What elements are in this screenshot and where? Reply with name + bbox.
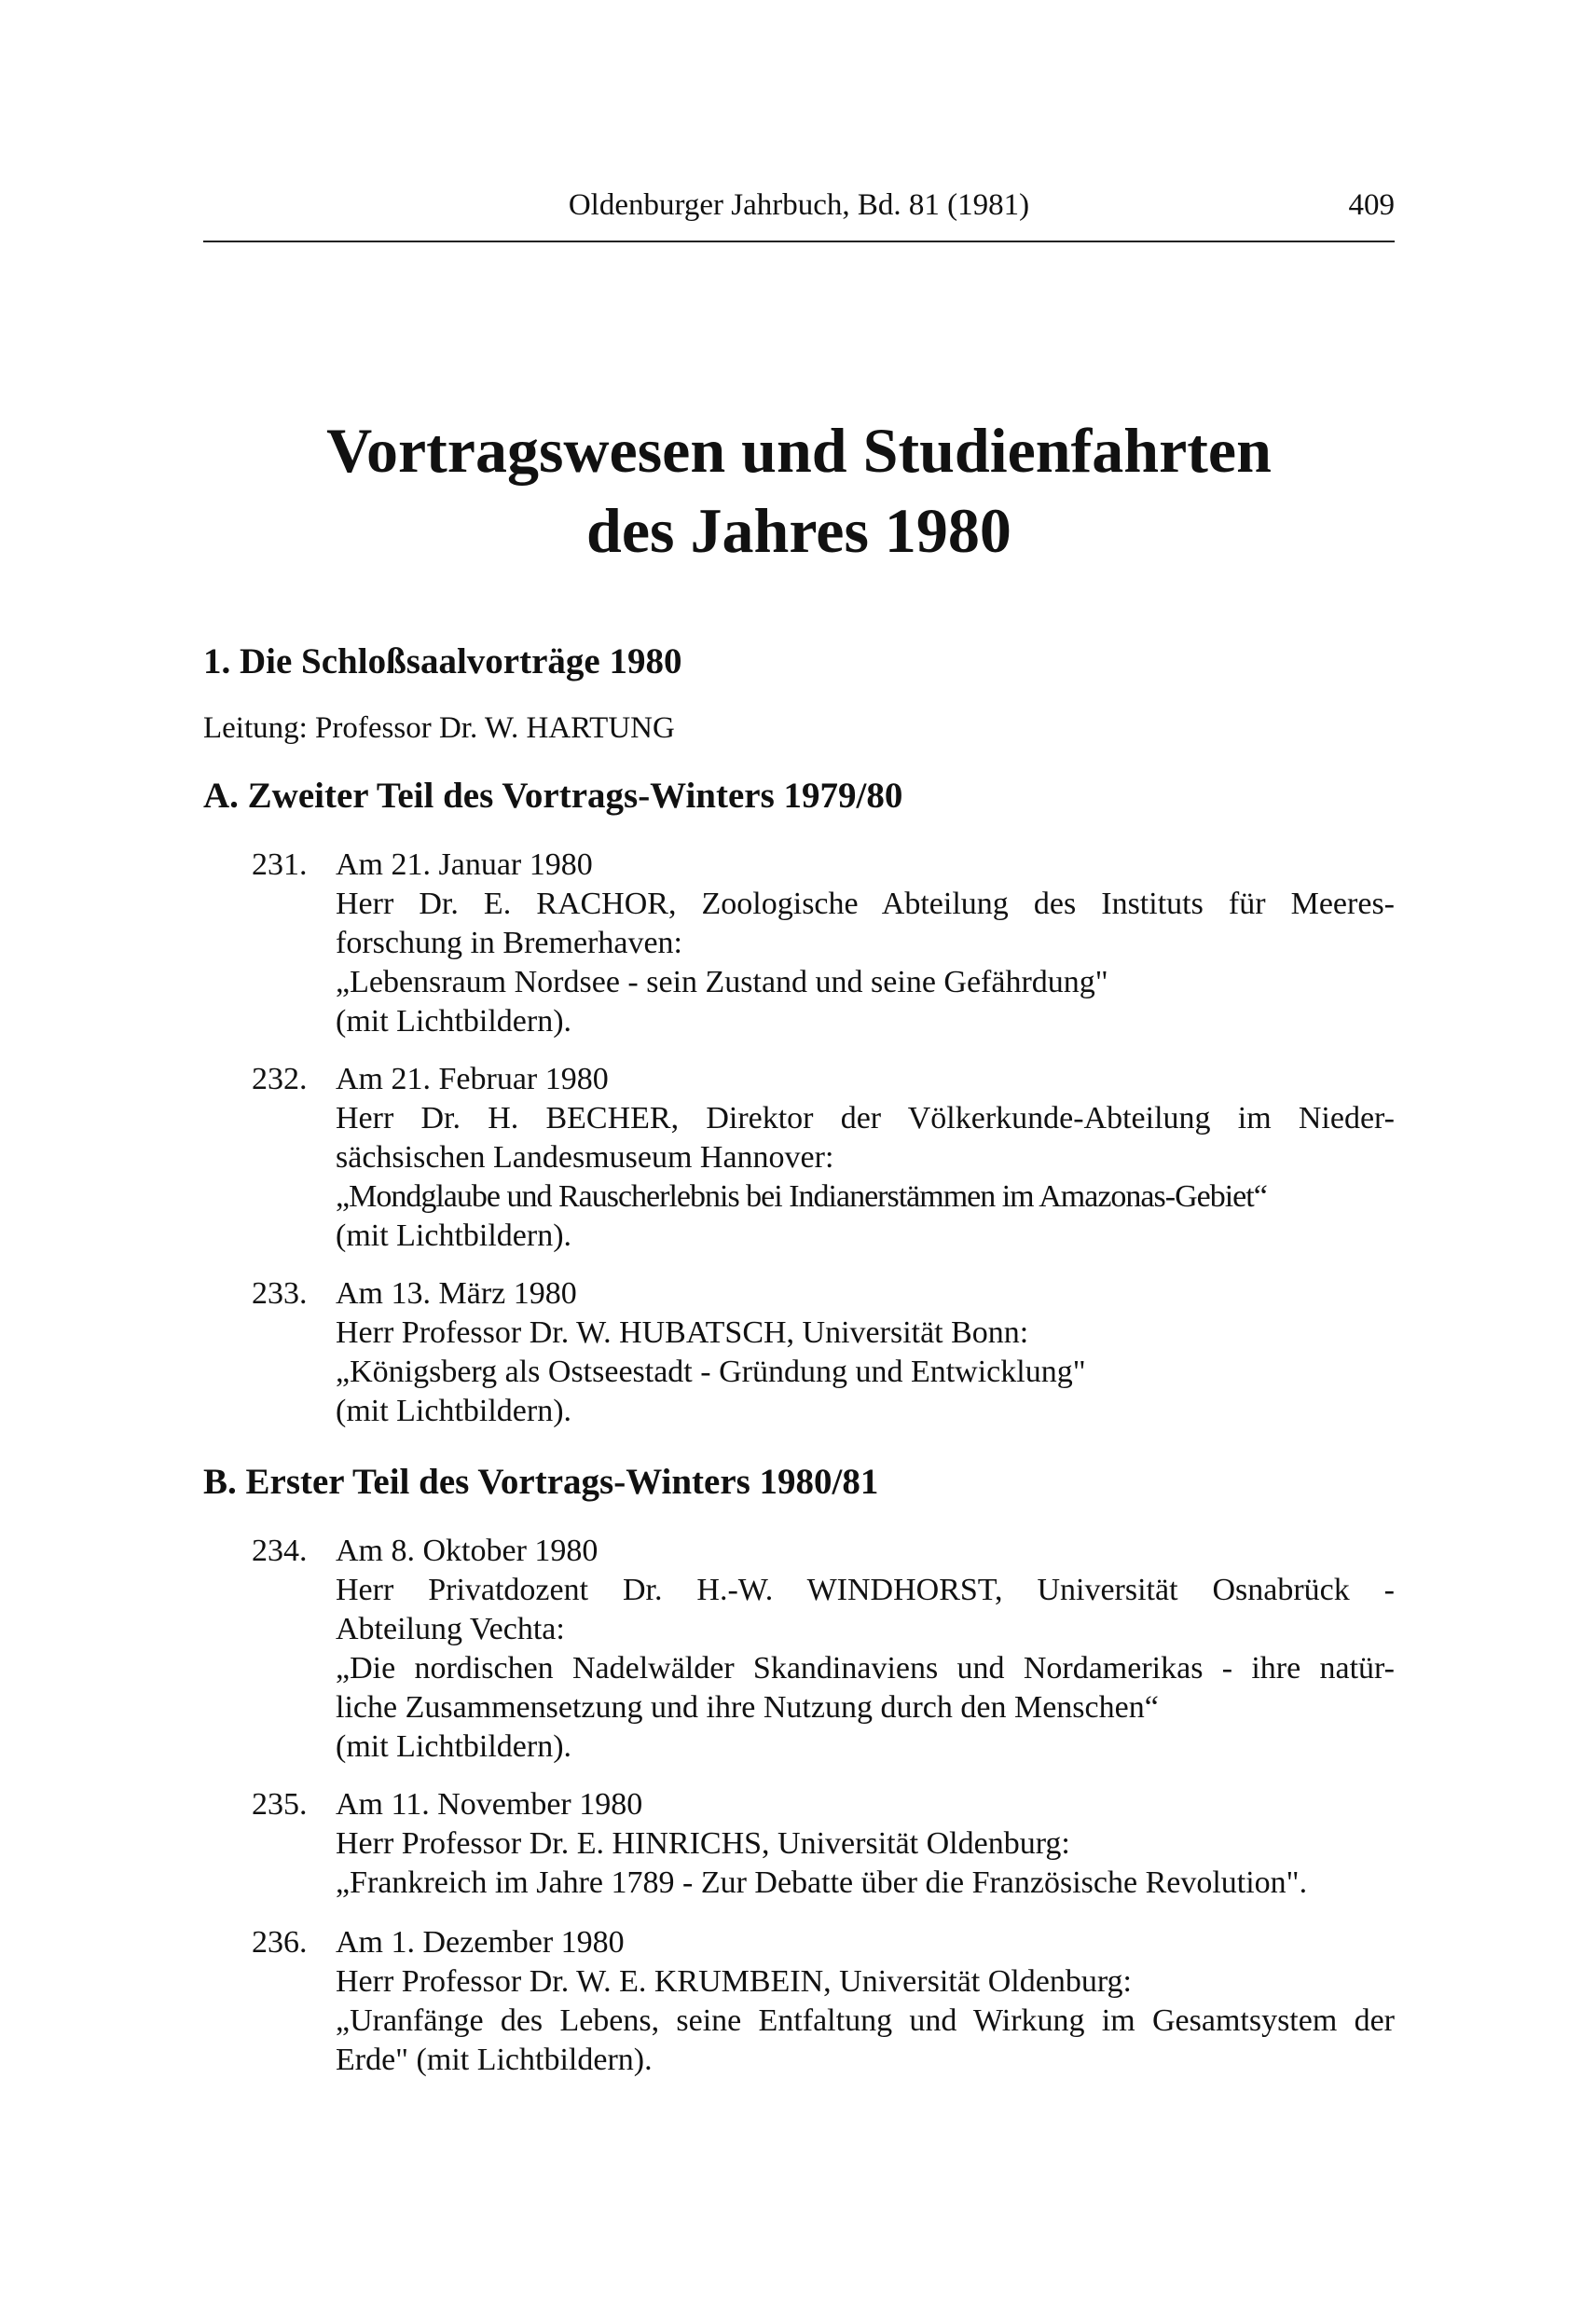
entry-number: 236. bbox=[252, 1925, 308, 1960]
entry-speaker: Herr Professor Dr. E. HINRICHS, Universität Oldenburg: bbox=[336, 1826, 1070, 1861]
journal-title: Oldenburger Jahrbuch, Bd. 81 (1981) bbox=[568, 188, 1030, 222]
entry-text bbox=[336, 1274, 1395, 1431]
entry-date: Am 21. Januar 1980 bbox=[336, 847, 593, 882]
entry-number: 233. bbox=[252, 1276, 308, 1311]
entry-text bbox=[336, 1923, 1395, 2080]
entry-topic: „Frankreich im Jahre 1789 - Zur Debatte über die Französische Revolution". bbox=[336, 1865, 1308, 1900]
page-number: 409 bbox=[1348, 188, 1395, 222]
entry-topic: „Mondglaube und Rauscherlebnis bei Indianerstämmen im Amazonas-Gebiet“ bbox=[336, 1179, 1267, 1214]
running-header bbox=[203, 183, 1395, 242]
section-heading: 1. Die Schloßsaalvorträge 1980 bbox=[203, 641, 682, 681]
entry-topic-cont: liche Zusammensetzung und ihre Nutzung durch den Menschen“ bbox=[336, 1690, 1159, 1725]
part-b-heading: B. Erster Teil des Vortrags-Winters 1980/81 bbox=[203, 1462, 879, 1502]
entry-speaker: Herr Professor Dr. W. HUBATSCH, Universität Bonn: bbox=[336, 1315, 1029, 1350]
entry-note: (mit Lichtbildern). bbox=[336, 1729, 572, 1764]
entry-speaker: Herr Dr. E. RACHOR, Zoologische Abteilung des Instituts für Meeres- bbox=[336, 887, 1395, 921]
entry-text bbox=[336, 1060, 1395, 1256]
entry-date: Am 21. Februar 1980 bbox=[336, 1062, 609, 1096]
entry-speaker: Herr Professor Dr. W. E. KRUMBEIN, Universität Oldenburg: bbox=[336, 1964, 1133, 1999]
entry-date: Am 8. Oktober 1980 bbox=[336, 1534, 598, 1568]
entry-topic: „Die nordischen Nadelwälder Skandinaviens und Nordamerikas - ihre natür- bbox=[336, 1651, 1395, 1686]
entry-number: 235. bbox=[252, 1787, 308, 1822]
entry-topic-cont: Erde" (mit Lichtbildern). bbox=[336, 2043, 653, 2077]
lecture-entry-234 bbox=[252, 1532, 1395, 1767]
entry-text bbox=[336, 1785, 1395, 1903]
entry-number: 232. bbox=[252, 1062, 308, 1096]
lecture-entry-236 bbox=[252, 1923, 1395, 2080]
entry-speaker-cont: Abteilung Vechta: bbox=[336, 1612, 565, 1646]
entry-note: (mit Lichtbildern). bbox=[336, 1004, 572, 1039]
entry-speaker-cont: sächsischen Landesmuseum Hannover: bbox=[336, 1140, 834, 1175]
page-title-line-1: Vortragswesen und Studienfahrten bbox=[326, 415, 1272, 486]
entry-number: 231. bbox=[252, 847, 308, 882]
entry-note: (mit Lichtbildern). bbox=[336, 1394, 572, 1428]
section-leader: Leitung: Professor Dr. W. HARTUNG bbox=[203, 711, 675, 745]
entry-text bbox=[336, 1532, 1395, 1767]
lecture-entry-235 bbox=[252, 1785, 1395, 1903]
lecture-entry-231 bbox=[252, 846, 1395, 1041]
entry-number: 234. bbox=[252, 1534, 308, 1568]
entry-date: Am 11. November 1980 bbox=[336, 1787, 643, 1822]
part-a-heading: A. Zweiter Teil des Vortrags-Winters 1979/80 bbox=[203, 776, 903, 816]
lecture-entry-233 bbox=[252, 1274, 1395, 1431]
page-title bbox=[203, 410, 1395, 571]
entry-topic: „Lebensraum Nordsee - sein Zustand und seine Gefährdung" bbox=[336, 965, 1108, 999]
entry-date: Am 1. Dezember 1980 bbox=[336, 1925, 625, 1960]
entry-date: Am 13. März 1980 bbox=[336, 1276, 577, 1311]
lecture-entry-232 bbox=[252, 1060, 1395, 1256]
entry-topic: „Königsberg als Ostseestadt - Gründung und Entwicklung" bbox=[336, 1355, 1086, 1389]
page-title-line-2: des Jahres 1980 bbox=[586, 495, 1011, 566]
entry-speaker: Herr Privatdozent Dr. H.-W. WINDHORST, Universität Osnabrück - bbox=[336, 1573, 1395, 1607]
entry-speaker: Herr Dr. H. BECHER, Direktor der Völkerkunde-Abteilung im Nieder- bbox=[336, 1101, 1395, 1135]
entry-text bbox=[336, 846, 1395, 1041]
entry-topic: „Uranfänge des Lebens, seine Entfaltung und Wirkung im Gesamtsystem der bbox=[336, 2003, 1395, 2038]
entry-speaker-cont: forschung in Bremerhaven: bbox=[336, 926, 682, 960]
entry-note: (mit Lichtbildern). bbox=[336, 1218, 572, 1253]
